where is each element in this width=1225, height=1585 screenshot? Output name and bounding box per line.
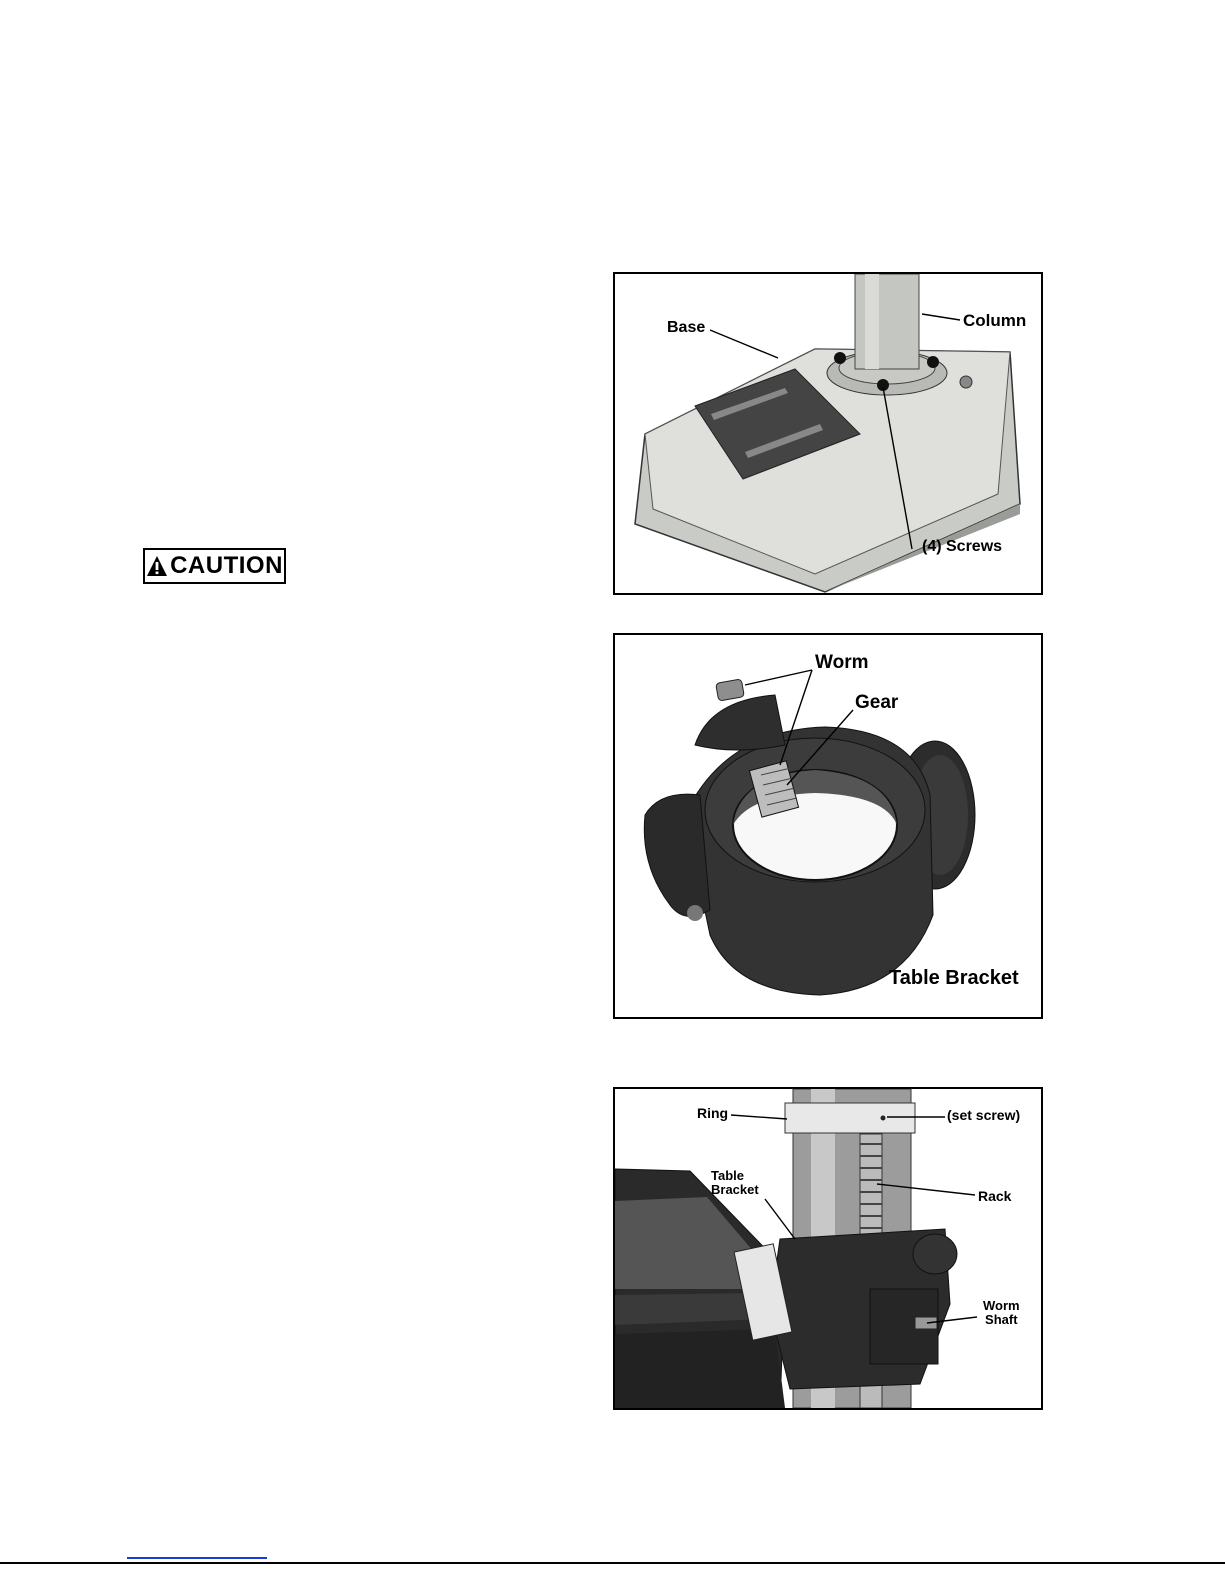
table-bracket-illustration	[615, 635, 1041, 1017]
set-screw-label: (set screw)	[947, 1107, 1021, 1123]
caution-label	[143, 548, 286, 584]
ring-label: Ring	[697, 1105, 729, 1121]
footer-rule	[0, 1562, 1225, 1564]
column-label: Column	[963, 311, 1027, 330]
footer-link-underline[interactable]	[127, 1557, 267, 1559]
worm-shaft-label: Worm Shaft	[983, 1298, 1020, 1327]
table-bracket-label: Table Bracket	[711, 1168, 759, 1197]
warning-triangle-icon	[146, 555, 168, 577]
base-label: Base	[667, 319, 706, 336]
figure-worm-gear	[613, 633, 1043, 1019]
gear-label: Gear	[855, 692, 899, 713]
figure-ring-rack	[613, 1087, 1043, 1410]
worm-label: Worm	[815, 652, 869, 673]
column-rack-illustration	[615, 1089, 1041, 1408]
table-bracket-label: Table Bracket	[889, 967, 1019, 989]
caution-text: CAUTION	[170, 552, 283, 579]
figure-base-column	[613, 272, 1043, 595]
rack-label: Rack	[978, 1188, 1012, 1204]
screws-label: (4) Screws	[922, 538, 1003, 555]
